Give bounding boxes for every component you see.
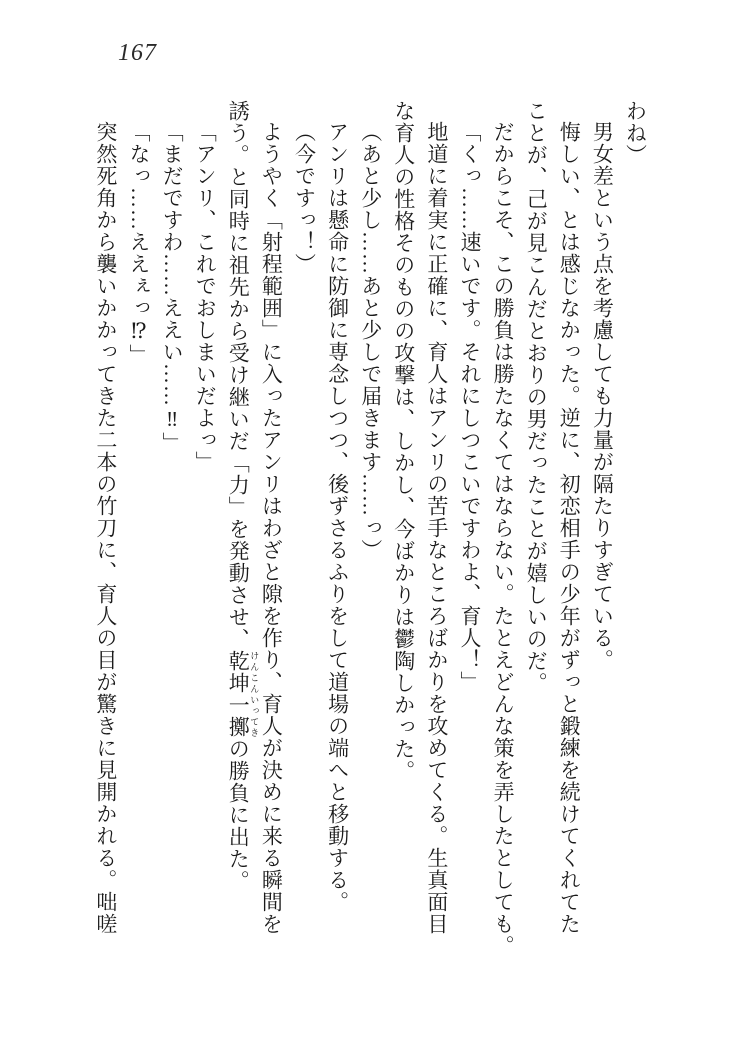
text-column: 男女差という点を考慮しても力量が隔たりすぎている。: [590, 121, 615, 671]
furigana-ruby: 乾坤一擲 けんこんいってき: [226, 650, 260, 738]
text-column: 地道に着実に正確に、育人はアンリの苦手なところばかりを攻めてくる。生真面目: [424, 121, 449, 935]
text-column: アンリは懸命に防御に専念しつつ、後ずさるふりをして道場の端へと移動する。: [325, 121, 350, 913]
text-column: 「アンリ、これでおしまいだよっ」: [193, 121, 218, 473]
text-column: （今ですっ！）: [292, 121, 317, 275]
text-column: ことが、己が見こんだとおりの男だったことが嬉しいのだ。: [524, 100, 549, 694]
text-column: な育人の性格そのものの攻撃は、しかし、今ばかりは鬱陶しかった。: [391, 100, 416, 782]
text-column: わね）: [623, 100, 648, 166]
text-column: 悔しい、とは感じなかった。逆に、初恋相手の少年がずっと鍛練を続けてくれてた: [557, 121, 582, 935]
text-column: （あと少し……あと少しで届きます……っ）: [358, 121, 383, 561]
text-column: ようやく「射程範囲」に入ったアンリはわざと隙を作り、育人が決めに来る瞬間を: [259, 121, 284, 935]
text-column: 「くっ……速いです。それにしつこいですわよ、育人！」: [458, 121, 482, 693]
page-number: 167: [118, 40, 157, 66]
text-column: 「まだですわ……ええい……‼」: [160, 121, 185, 454]
text-column: だからこそ、この勝負は勝たなくてはならない。たとえどんな策を弄したとしても。: [491, 121, 516, 957]
text-column: 「なっ……ええぇっ⁉」: [127, 121, 151, 366]
text-column: 突然死角から襲いかかってきた二本の竹刀に、育人の目が驚きに見開かれる。咄嗟: [93, 121, 118, 935]
text-column: 誘う。と同時に祖先から受け継いだ「力」を発動させ、乾坤一擲 けんこんいってきの勝負に出た。: [226, 100, 260, 892]
